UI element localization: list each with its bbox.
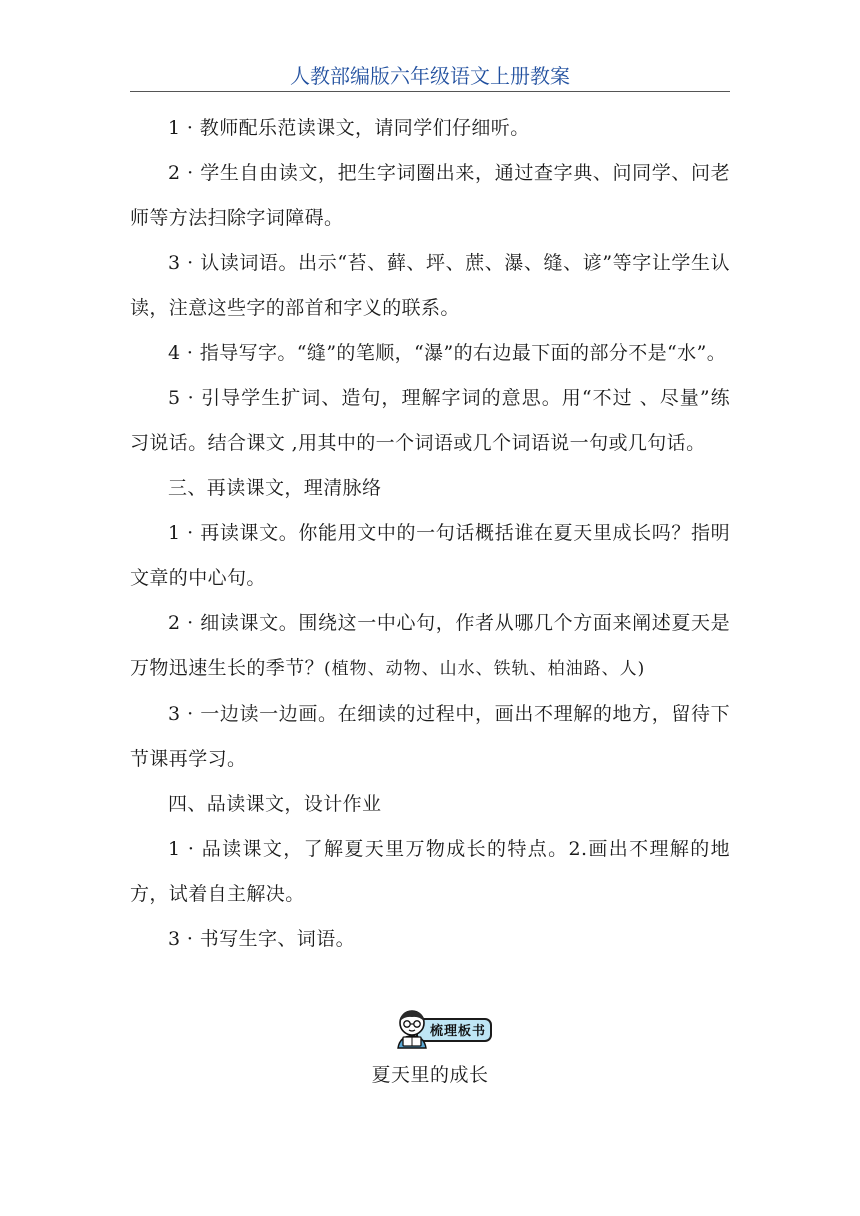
paragraph: 1 · 品读课文，了解夏天里万物成长的特点。2.画出不理解的地方，试着自主解决。 [130,838,730,905]
paragraph: 5 · 引导学生扩词、造句，理解字词的意思。用“不过 、尽量”练习说话。结合课文 ,用其中的一个词语或几个词语说一句或几句话。 [130,387,730,454]
lesson-body [130,106,730,962]
page-header-title: 人教部编版六年级语文上册教案 [290,64,570,88]
section-heading: 三、再读课文，理清脉络 [168,477,382,499]
paragraph: 3 · 一边读一边画。在细读的过程中，画出不理解的地方，留待下节课再学习。 [130,703,730,770]
paragraph: 3 · 书写生字、词语。 [168,928,356,950]
paragraph: 4 · 指导写字。“缝”的笔顺，“瀑”的右边最下面的部分不是“水”。 [168,342,727,364]
board-badge-label: 梳理板书 [416,1018,492,1042]
paragraph: 1 · 教师配乐范读课文，请同学们仔细听。 [168,117,530,139]
paragraph [130,601,730,692]
board-badge [390,1008,510,1048]
paragraph: 1 · 再读课文。你能用文中的一句话概括谁在夏天里成长吗？指明文章的中心句。 [130,522,730,589]
section-heading: 四、品读课文，设计作业 [168,793,382,815]
paragraph-examples: (植物、动物、山水、铁轨、柏油路、人) [324,659,646,679]
board-title: 夏天里的成长 [371,1064,489,1086]
student-reading-icon [392,1008,432,1050]
paragraph: 2 · 学生自由读文，把生字词圈出来，通过查字典、问同学、问老师等方法扫除字词障碍。 [130,162,730,229]
paragraph: 3 · 认读词语。出示“苔、藓、坪、蔗、瀑、缝、谚”等字让学生认读，注意这些字的部首和字义的联系。 [130,252,730,319]
header-rule [130,91,730,92]
paragraph-lead: 2 · 细读课文。围绕这一中心句，作者从哪几个方面来阐述夏天是万物迅速生长的季节？ [130,612,730,679]
